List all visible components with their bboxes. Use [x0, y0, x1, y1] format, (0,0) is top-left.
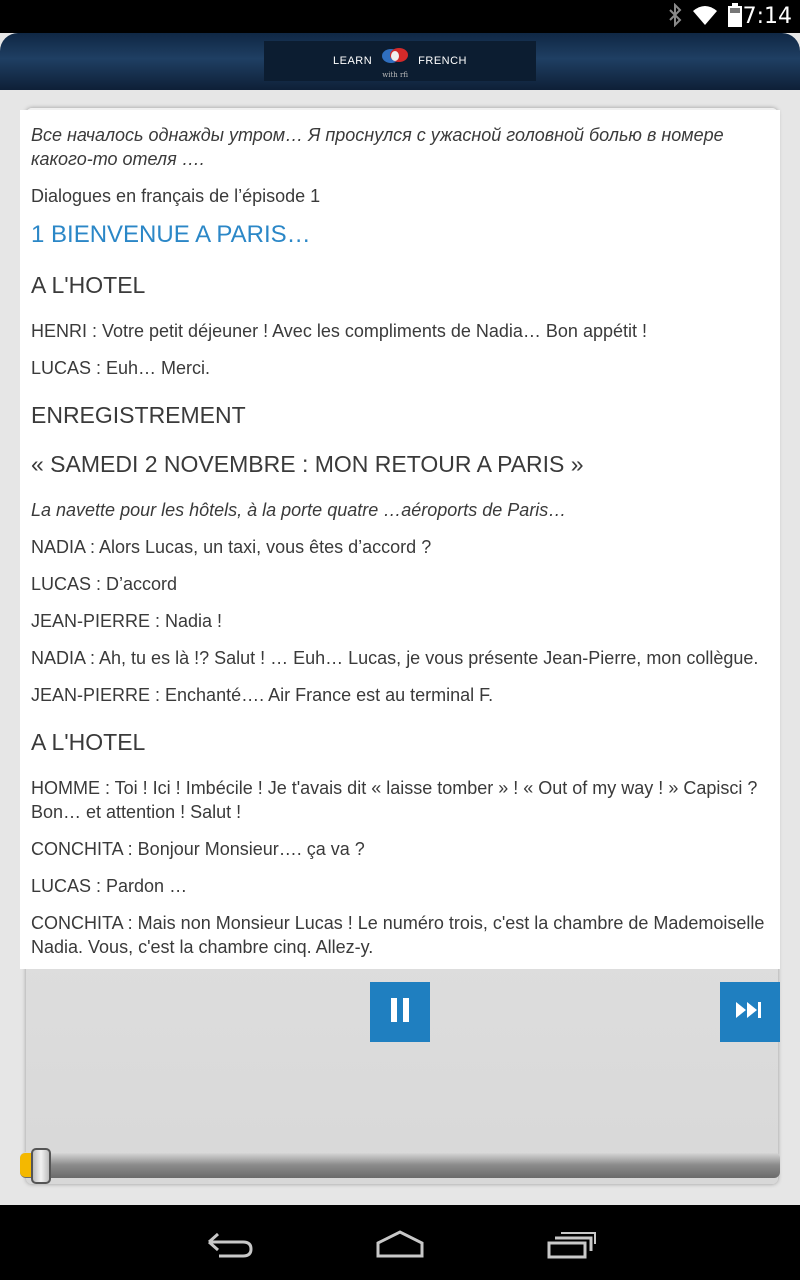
narration-line: La navette pour les hôtels, à la porte quatre …aéroports de Paris… [31, 500, 567, 520]
section-heading: A L'HOTEL [31, 272, 146, 298]
section-heading: ENREGISTREMENT [31, 402, 246, 428]
status-bar [0, 0, 800, 33]
section-heading: « SAMEDI 2 NOVEMBRE : MON RETOUR A PARIS » [31, 451, 584, 477]
speech-bubbles-icon [380, 46, 410, 79]
dialogue-line: LUCAS : D’accord [31, 574, 178, 594]
battery-icon [728, 3, 742, 32]
wifi-icon [692, 4, 718, 31]
dialogue-line: CONCHITA : Bonjour Monsieur…. ça va ? [31, 839, 365, 859]
skip-next-button[interactable] [720, 982, 780, 1042]
logo-right-text: FRENCH [418, 55, 468, 67]
dialogue-line: HOMME : Toi ! Ici ! Imbécile ! Je t'avais dit « laisse tomber » ! « Out of my way ! » Capisci ? Bon… et attention ! Salut ! [31, 778, 758, 822]
episode-title: 1 BIENVENUE A PARIS… [31, 221, 311, 248]
home-icon [374, 1246, 426, 1263]
learn-french-logo [264, 41, 536, 81]
progress-track[interactable] [20, 1152, 780, 1178]
bluetooth-icon [668, 3, 682, 32]
intro-italic-line: Все началось однажды утром… Я проснулся с ужасной головной болью в номере какого-то отеля …. [31, 125, 724, 169]
status-time: 7:14 [742, 4, 792, 29]
dialogue-line: LUCAS : Euh… Merci. [31, 358, 211, 378]
back-icon [205, 1246, 257, 1263]
recent-apps-icon [545, 1246, 597, 1263]
dialogue-line: JEAN-PIERRE : Enchanté…. Air France est au terminal F. [31, 685, 494, 705]
pause-button[interactable] [370, 982, 430, 1042]
navigation-bar [0, 1205, 800, 1280]
dialogue-line: JEAN-PIERRE : Nadia ! [31, 611, 223, 631]
dialogue-line: LUCAS : Pardon … [31, 876, 188, 896]
progress-thumb[interactable] [31, 1148, 51, 1184]
dialogue-line: NADIA : Ah, tu es là !? Salut ! … Euh… Lucas, je vous présente Jean-Pierre, mon collègue. [31, 648, 759, 668]
dialogue-line: NADIA : Alors Lucas, un taxi, vous êtes d’accord ? [31, 537, 432, 557]
episode-subtitle: Dialogues en français de l’épisode 1 [31, 186, 321, 206]
dialogue-line: HENRI : Votre petit déjeuner ! Avec les compliments de Nadia… Bon appétit ! [31, 321, 647, 341]
logo-left-text: LEARN [332, 55, 373, 67]
app-header [0, 33, 800, 90]
transcript-text[interactable] [20, 110, 780, 969]
logo-sub-text: with rfi [382, 71, 409, 79]
home-button[interactable] [374, 1229, 426, 1259]
skip-next-icon [735, 1001, 765, 1024]
back-button[interactable] [205, 1229, 257, 1259]
pause-icon [389, 997, 411, 1028]
recent-apps-button[interactable] [545, 1229, 597, 1259]
dialogue-line: CONCHITA : Mais non Monsieur Lucas ! Le numéro trois, c'est la chambre de Mademoiselle Nadia. Vous, c'est la chambre cinq. Allez-y. [31, 913, 765, 957]
section-heading: A L'HOTEL [31, 729, 146, 755]
